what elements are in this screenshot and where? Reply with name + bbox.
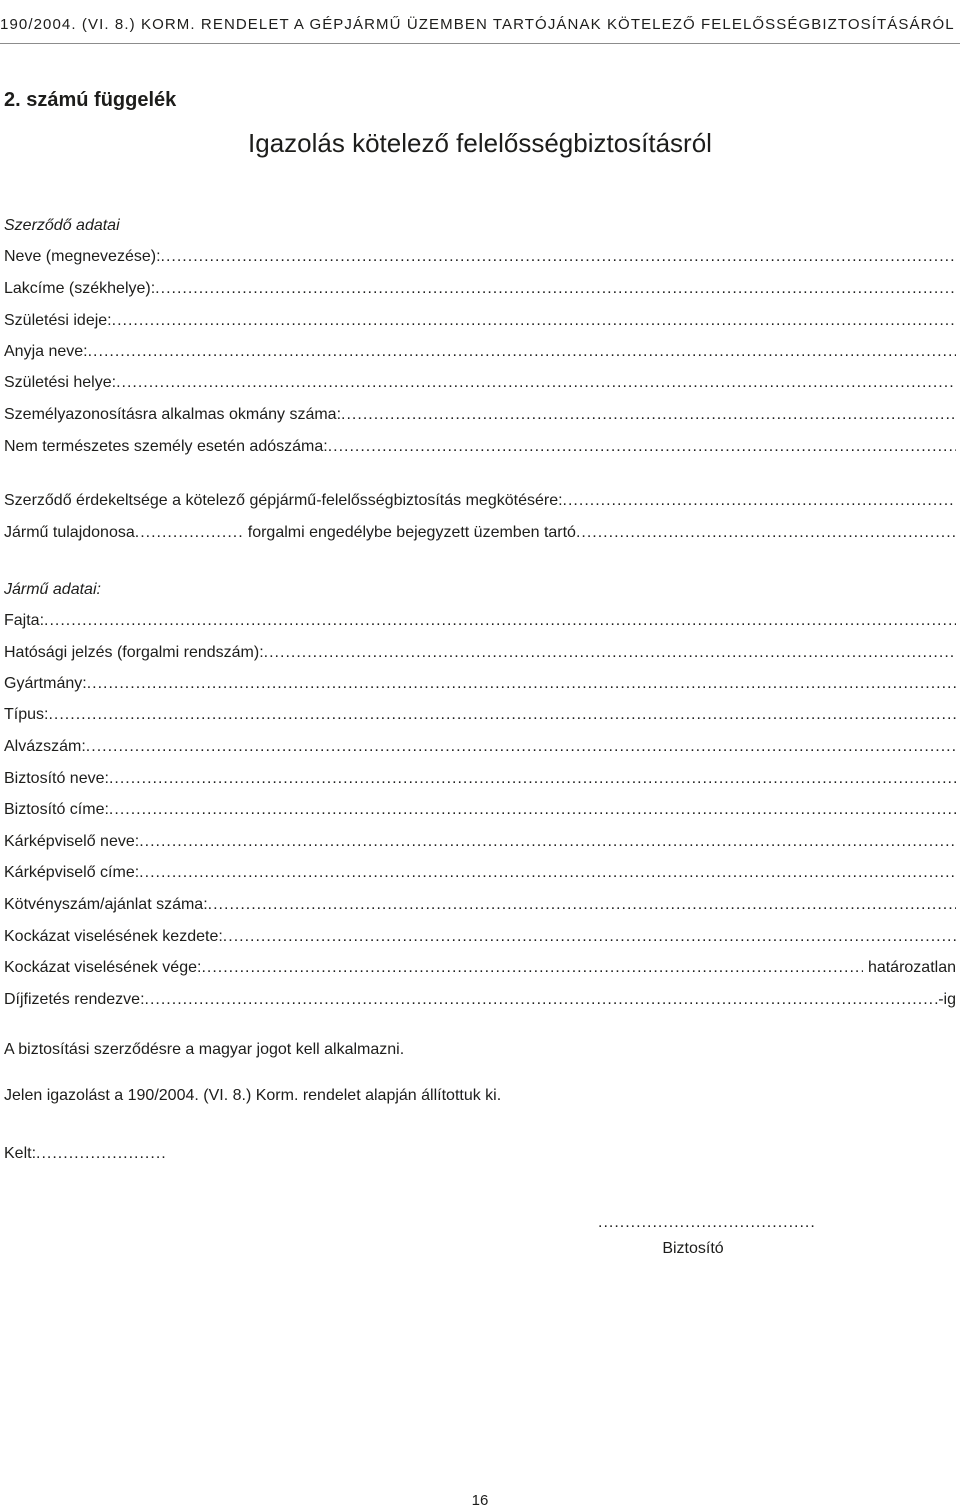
field-label: Kockázat viselésének kezdete: (4, 928, 223, 945)
claims-representative-name-field[interactable] (4, 833, 956, 855)
fill-line (135, 524, 243, 542)
risk-end-suffix: határozatlan (867, 959, 956, 976)
vehicle-make-field[interactable] (4, 675, 956, 697)
policy-number-field[interactable] (4, 896, 956, 918)
field-label: Személyazonosításra alkalmas okmány száma: (4, 406, 342, 423)
vehicle-type-field[interactable] (4, 706, 956, 728)
field-label: Fajta: (4, 612, 45, 629)
vehicle-section-heading: Jármű adatai: (4, 581, 101, 598)
fill-line (44, 612, 956, 630)
contractor-birth-date-field[interactable] (4, 312, 956, 334)
fill-line (576, 524, 956, 542)
vehicle-plate-field[interactable] (4, 644, 956, 666)
field-label: Biztosító neve: (4, 770, 109, 787)
fill-line (116, 374, 956, 392)
field-label: Biztosító címe: (4, 801, 109, 818)
field-label: Születési helye: (4, 374, 117, 391)
insurer-address-field[interactable] (4, 801, 956, 823)
vehicle-chassis-field[interactable] (4, 738, 956, 760)
running-head: 190/2004. (VI. 8.) KORM. RENDELET A GÉPJÁRMŰ ÜZEMBEN TARTÓJÁNAK KÖTELEZŐ FELELŐSSÉGBIZTOSÍTÁSÁRÓL (0, 16, 955, 33)
fill-line (87, 675, 956, 693)
risk-end-field[interactable] (4, 959, 956, 981)
fill-line (328, 438, 956, 456)
field-label: Nem természetes személy esetén adószáma: (4, 438, 328, 455)
header-rule (0, 43, 960, 44)
signature-label: Biztosító (662, 1240, 724, 1257)
field-label: Szerződő érdekeltsége a kötelező gépjármű-felelősségbiztosítás megkötésére: (4, 492, 563, 509)
insurer-name-field[interactable] (4, 770, 956, 792)
issuance-statement: Jelen igazolást a 190/2004. (VI. 8.) Korm. rendelet alapján állítottuk ki. (4, 1087, 502, 1104)
fill-line (341, 406, 956, 424)
contractor-mother-name-field[interactable] (4, 343, 956, 365)
field-label: Lakcíme (székhelye): (4, 280, 156, 297)
fill-line (145, 991, 939, 1009)
fill-line (112, 312, 956, 330)
field-label: Alvázszám: (4, 738, 86, 755)
field-label: Hatósági jelzés (forgalmi rendszám): (4, 644, 264, 661)
claims-representative-address-field[interactable] (4, 864, 956, 886)
contractor-name-field[interactable] (4, 248, 956, 270)
option-keeper[interactable]: forgalmi engedélybe bejegyzett üzemben tartó (247, 524, 576, 541)
field-label: Kötvényszám/ajánlat száma: (4, 896, 208, 913)
fill-line (201, 959, 862, 977)
contractor-section-heading: Szerződő adatai (4, 217, 120, 234)
page-number: 16 (471, 1492, 489, 1509)
dated-field[interactable] (4, 1145, 167, 1163)
option-owner[interactable]: Jármű tulajdonosa (4, 524, 135, 541)
payment-settled-field[interactable] (4, 991, 956, 1013)
fill-line (155, 280, 956, 298)
vehicle-kind-field[interactable] (4, 612, 956, 634)
fill-line (139, 833, 956, 851)
interest-options-line (4, 524, 956, 546)
fill-line (208, 896, 956, 914)
field-label: Kárképviselő címe: (4, 864, 140, 881)
signature-line: ........................................ (598, 1214, 816, 1231)
fill-line (86, 738, 956, 756)
field-label: Típus: (4, 706, 49, 723)
dated-label: Kelt: (4, 1145, 37, 1162)
risk-start-field[interactable] (4, 928, 956, 950)
contractor-address-field[interactable] (4, 280, 956, 302)
fill-line (48, 706, 956, 724)
field-label: Kárképviselő neve: (4, 833, 140, 850)
contractor-birth-place-field[interactable] (4, 374, 956, 396)
contractor-tax-number-field[interactable] (4, 438, 956, 460)
field-label: Gyártmány: (4, 675, 87, 692)
dated-dots: ........................ (36, 1145, 167, 1162)
document-title: Igazolás kötelező felelősségbiztosításról (248, 128, 712, 158)
contractor-id-document-field[interactable] (4, 406, 956, 428)
field-label: Születési ideje: (4, 312, 112, 329)
fill-line (563, 492, 956, 510)
field-label: Anyja neve: (4, 343, 88, 360)
fill-line (161, 248, 956, 266)
appendix-title: 2. számú függelék (4, 89, 177, 111)
field-label: Neve (megnevezése): (4, 248, 161, 265)
governing-law-statement: A biztosítási szerződésre a magyar jogot kell alkalmazni. (4, 1041, 405, 1058)
payment-suffix: -ig (938, 991, 956, 1008)
field-label: Díjfizetés rendezve: (4, 991, 145, 1008)
fill-line (109, 770, 956, 788)
field-label: Kockázat viselésének vége: (4, 959, 202, 976)
fill-line (109, 801, 956, 819)
fill-line (88, 343, 956, 361)
contractor-interest-field[interactable] (4, 492, 956, 514)
fill-line (139, 864, 956, 882)
fill-line (264, 644, 956, 662)
fill-line (223, 928, 956, 946)
